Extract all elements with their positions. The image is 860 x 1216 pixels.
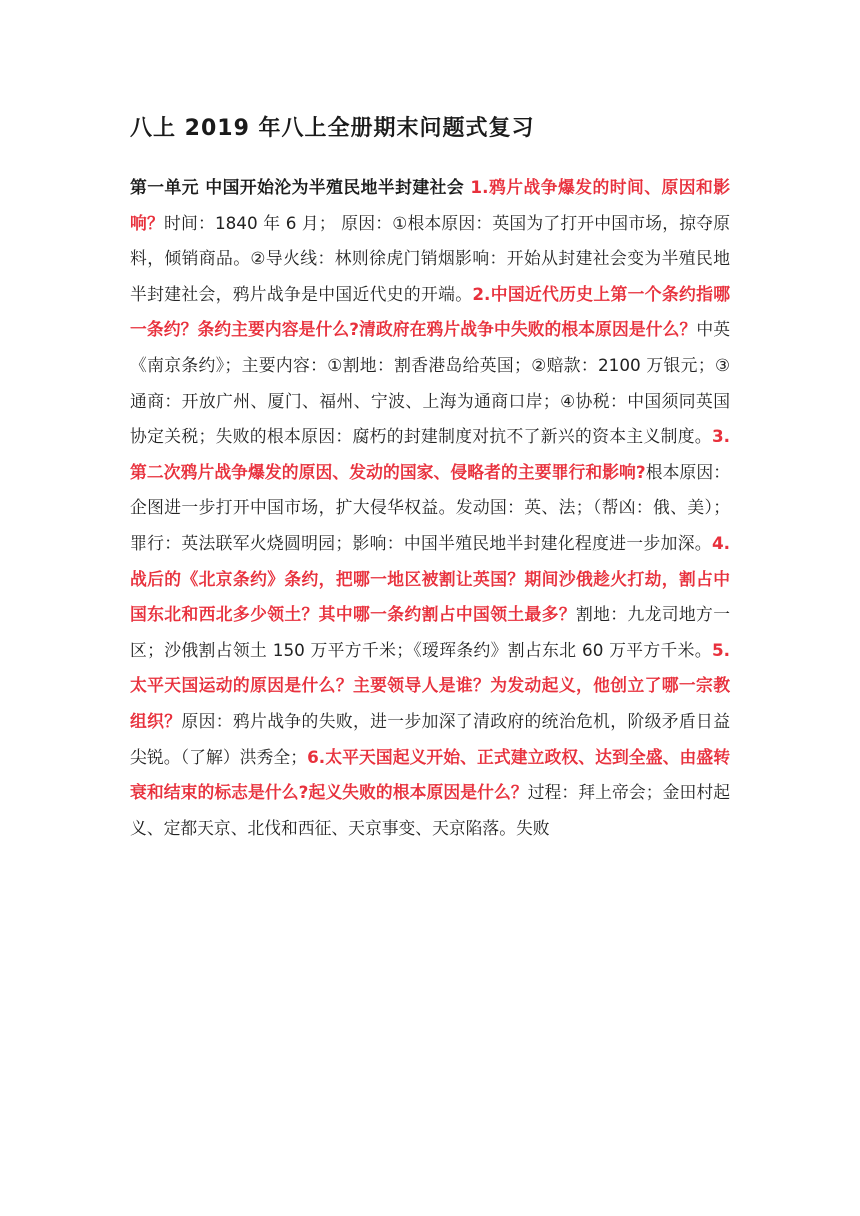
answer-5: 原因：鸦片战争的失败，进一步加深了清政府的统治危机，阶级矛盾日益尖锐。（了解）洪秀全； [130,710,730,767]
question-1: 1.鸦片战争爆发的时间、原因和影响？ [130,177,730,233]
question-3: 3. 第二次鸦片战争爆发的原因、发动的国家、侵略者的主要罪行和影响? [130,426,730,482]
unit-heading: 第一单元 中国开始沦为半殖民地半封建社会 [130,177,471,197]
answer-1: 时间：1840 年 6 月； 原因：①根本原因：英国为了打开中国市场，掠夺原料，倾销商品。②导火线：林则徐虎门销烟影响：开始从封建社会变为半殖民地半封建社会，鸦片战争是中国近代史的开端。 [130,212,730,304]
answer-6: 过程：拜上帝会；金田村起义、定都天京、北伐和西征、天京事变、天京陷落。失败 [130,782,730,838]
question-4: 4. 战后的《北京条约》条约，把哪一地区被割让英国？期间沙俄趁火打劫，割占中国东北和西北多少领土？其中哪一条约割占中国领土最多？ [130,532,730,625]
document-body [130,170,730,846]
answer-4: 割地：九龙司地方一区；沙俄割占领土 150 万平方千米；《瑷珲条约》割占东北 60 万平方千米。 [130,604,730,660]
question-5: 5.太平天国运动的原因是什么？主要领导人是谁？为发动起义，他创立了哪一宗教组织？ [130,639,730,731]
answer-3: 根本原因：企图进一步打开中国市场，扩大侵华权益。发动国：英、法；（帮凶：俄、美）；罪行：英法联军火烧圆明园；影响：中国半殖民地半封建化程度进一步加深。 [130,461,730,553]
question-6: 6.太平天国起义开始、正式建立政权、达到全盛、由盛转衰和结束的标志是什么?起义失败的根本原因是什么？ [130,746,730,803]
answer-2: 中英《南京条约》；主要内容：①割地：割香港岛给英国；②赔款：2100 万银元；③通商：开放广州、厦门、福州、宁波、上海为通商口岸；④协税：中国须同英国协定关税；失败的根本原因：腐朽的封建制度对抗不了新兴的资本主义制度。 [130,319,730,447]
document-title: 八上 2019 年八上全册期末问题式复习 [130,116,535,141]
question-2: 2.中国近代历史上第一个条约指哪一条约？条约主要内容是什么?清政府在鸦片战争中失败的根本原因是什么？ [130,283,730,340]
